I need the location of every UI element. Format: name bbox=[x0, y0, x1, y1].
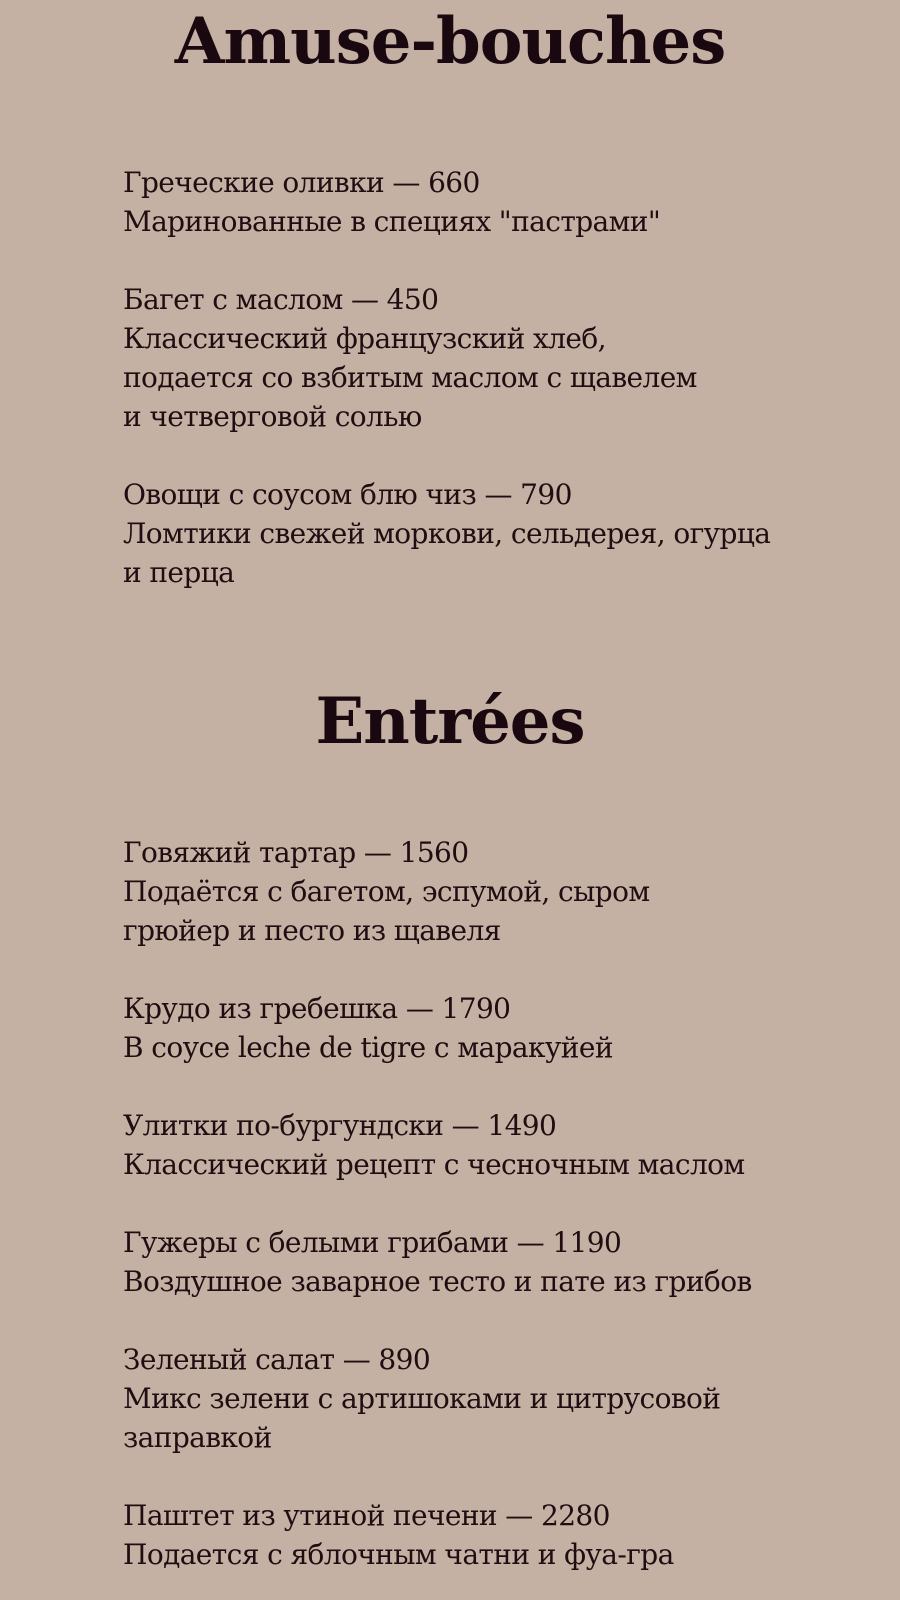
menu-item-heading: Греческие оливки — 660 bbox=[123, 166, 480, 199]
section-title: Amuse-bouches bbox=[174, 4, 726, 79]
menu-item-description: подается со взбитым маслом с щавелем bbox=[123, 361, 697, 394]
menu-item-heading: Паштет из утиной печени — 2280 bbox=[123, 1499, 610, 1532]
menu-item bbox=[123, 1106, 823, 1184]
menu-item bbox=[123, 989, 823, 1067]
menu-item-description: Микс зелени с артишоками и цитрусовой bbox=[123, 1382, 721, 1415]
menu-item-heading: Гужеры с белыми грибами — 1190 bbox=[123, 1226, 622, 1259]
menu-item-description: Ломтики свежей моркови, сельдерея, огурца bbox=[123, 517, 771, 550]
menu-item-heading: Говяжий тартар — 1560 bbox=[123, 836, 469, 869]
menu-item bbox=[123, 833, 823, 950]
menu-item bbox=[123, 1340, 823, 1457]
entrees-items bbox=[123, 833, 823, 1574]
menu-item-description: заправкой bbox=[123, 1421, 272, 1454]
section-title: Entrées bbox=[315, 684, 585, 759]
menu-item bbox=[123, 1223, 823, 1301]
menu-item-heading: Зеленый салат — 890 bbox=[123, 1343, 431, 1376]
menu-item-description: Маринованные в специях "пастрами" bbox=[123, 205, 661, 238]
section-amuse-bouches bbox=[0, 4, 900, 79]
menu-item-description: Подаётся с багетом, эспумой, сыром bbox=[123, 875, 650, 908]
menu-item bbox=[123, 163, 823, 241]
menu-item bbox=[123, 1496, 823, 1574]
menu-item-description: Подается с яблочным чатни и фуа-гра bbox=[123, 1538, 674, 1571]
menu-item-description: Классический рецепт с чесночным маслом bbox=[123, 1148, 745, 1181]
menu-item-description: и перца bbox=[123, 556, 235, 589]
amuse-bouches-items bbox=[123, 163, 823, 592]
menu-item-description: и четверговой солью bbox=[123, 400, 422, 433]
menu-item-heading: Крудо из гребешка — 1790 bbox=[123, 992, 511, 1025]
menu-item bbox=[123, 280, 823, 436]
menu-item-description: В соусе leche de tigre с маракуйей bbox=[123, 1031, 613, 1064]
menu-item-description: Классический французский хлеб, bbox=[123, 322, 606, 355]
menu-item bbox=[123, 475, 823, 592]
menu-item-heading: Улитки по-бургундски — 1490 bbox=[123, 1109, 557, 1142]
menu-item-description: грюйер и песто из щавеля bbox=[123, 914, 501, 947]
section-entrees bbox=[0, 684, 900, 759]
menu-item-heading: Овощи с соусом блю чиз — 790 bbox=[123, 478, 572, 511]
menu-item-heading: Багет с маслом — 450 bbox=[123, 283, 439, 316]
menu-item-description: Воздушное заварное тесто и пате из грибов bbox=[123, 1265, 752, 1298]
